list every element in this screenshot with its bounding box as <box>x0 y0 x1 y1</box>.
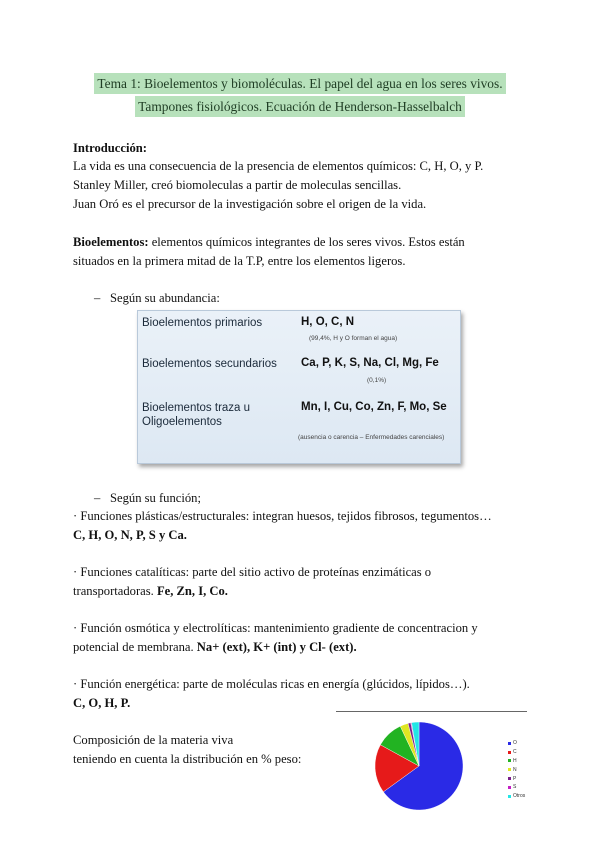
legend-swatch <box>508 777 511 780</box>
note-traza: (ausencia o carencia – Enfermedades carenciales) <box>298 434 445 441</box>
legend-item-h <box>508 757 530 766</box>
category-traza-line-2: Oligoelementos <box>142 416 222 428</box>
legend-swatch <box>508 759 511 762</box>
osmotica-text-2: potencial de membrana. <box>73 640 197 654</box>
legend-item-c <box>508 748 530 757</box>
energetica-elements: C, O, H, P. <box>73 696 131 710</box>
abundancia-label: Según su abundancia: <box>110 291 220 305</box>
abundancia-bullet <box>94 289 220 307</box>
legend-label: C <box>513 749 517 756</box>
title-line-1: Tema 1: Bioelementos y biomoléculas. El papel del agua en los seres vivos. <box>94 73 505 94</box>
cataliticas-line-2 <box>73 582 228 601</box>
composicion-line-1: Composición de la materia viva <box>73 733 234 747</box>
legend-swatch <box>508 768 511 771</box>
osmotica-line-2 <box>73 638 357 657</box>
osmotica-text-1: · Función osmótica y electrolíticas: mantenimiento gradiente de concentracion y <box>73 621 478 635</box>
chart-divider <box>336 711 527 712</box>
legend-label: Otros <box>513 793 526 800</box>
legend-label: H <box>513 757 517 764</box>
bioelementos-label: Bioelementos: <box>73 235 149 249</box>
energetica-text: · Función energética: parte de moléculas ricas en energía (glúcidos, lípidos…). <box>73 677 470 691</box>
category-secundarios: Bioelementos secundarios <box>142 358 277 370</box>
legend-label: N <box>513 766 517 773</box>
bioelementos-text-1: elementos químicos integrantes de los seres vivos. Estos están <box>148 235 465 249</box>
elements-traza: Mn, I, Cu, Co, Zn, F, Mo, Se <box>301 401 447 413</box>
legend-swatch <box>508 751 511 754</box>
intro-paragraph-2: Stanley Miller, creó biomoleculas a partir de moleculas sencillas. <box>73 178 402 192</box>
category-primarios: Bioelementos primarios <box>142 317 263 329</box>
legend-swatch <box>508 742 511 745</box>
legend-item-o <box>508 739 530 748</box>
cataliticas-elements: Fe, Zn, I, Co. <box>156 584 228 598</box>
legend-label: P <box>513 775 517 782</box>
legend-label: O <box>513 740 517 747</box>
composition-pie-chart <box>368 720 470 812</box>
funcion-bullet <box>94 489 201 507</box>
intro-heading: Introducción: <box>73 141 147 155</box>
bioelementos-text-2: situados en la primera mitad de la T.P, entre los elementos ligeros. <box>73 254 406 268</box>
composicion-line-2: teniendo en cuenta la distribución en % peso: <box>73 752 302 766</box>
legend-swatch <box>508 786 511 789</box>
note-primarios: (99,4%, H y O forman el agua) <box>309 335 398 342</box>
dash-icon: – <box>94 291 101 305</box>
bioelement-classification-table <box>137 310 461 464</box>
category-traza-line-1: Bioelementos traza u <box>142 402 251 414</box>
legend-item-p <box>508 774 530 783</box>
note-secundarios: (0,1%) <box>367 377 387 384</box>
intro-paragraph-1: La vida es una consecuencia de la presencia de elementos químicos: C, H, O, y P. <box>73 159 484 173</box>
document-title <box>0 73 600 119</box>
funcion-label: Según su función; <box>110 491 201 505</box>
legend-swatch <box>508 795 511 798</box>
intro-paragraph-3: Juan Oró es el precursor de la investigación sobre el origen de la vida. <box>73 197 427 211</box>
elements-primarios: H, O, C, N <box>301 316 355 328</box>
dash-icon: – <box>94 491 101 505</box>
elements-secundarios: Ca, P, K, S, Na, Cl, Mg, Fe <box>301 357 439 369</box>
legend-item-s <box>508 783 530 792</box>
cataliticas-text-1: · Funciones catalíticas: parte del sitio activo de proteínas enzimáticas o <box>73 565 432 579</box>
pie-legend <box>508 739 530 801</box>
bioelementos-line-1 <box>73 233 465 252</box>
plasticas-text: · Funciones plásticas/estructurales: integran huesos, tejidos fibrosos, tegumentos… <box>73 509 492 523</box>
cataliticas-text-2: transportadoras. <box>73 584 157 598</box>
legend-item-otros <box>508 792 530 801</box>
legend-label: S <box>513 784 517 791</box>
title-line-2: Tampones fisiológicos. Ecuación de Henderson-Hasselbalch <box>135 96 465 117</box>
plasticas-elements: C, H, O, N, P, S y Ca. <box>73 528 187 542</box>
legend-item-n <box>508 765 530 774</box>
osmotica-elements: Na+ (ext), K+ (int) y Cl- (ext). <box>196 640 357 654</box>
